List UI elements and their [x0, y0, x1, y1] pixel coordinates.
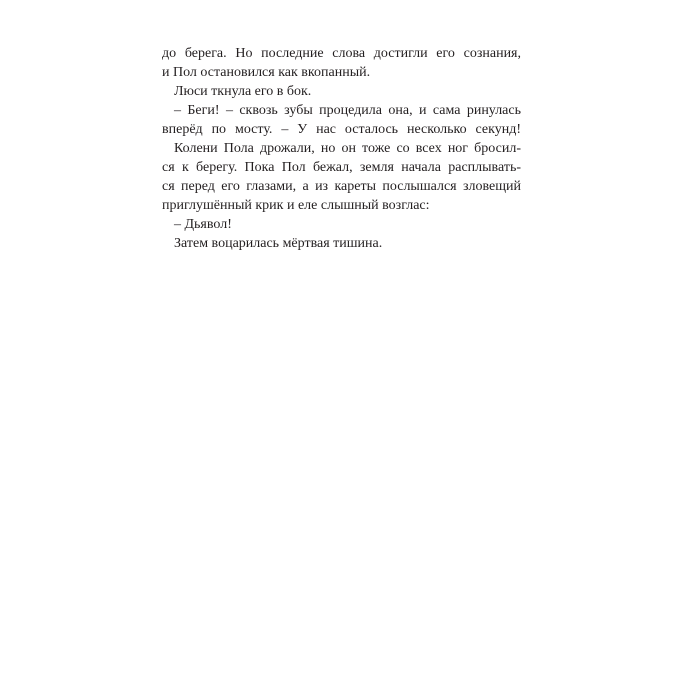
text-line-7: ся к берегу. Пока Пол бежал, земля начала расплывать-	[162, 160, 521, 175]
text-line-8: ся перед его глазами, а из кареты послышался зловещий	[162, 179, 521, 194]
text-line-4: – Беги! – сквозь зубы процедила она, и сама ринулась	[174, 103, 521, 118]
text-line-11: Затем воцарилась мёртвая тишина.	[174, 236, 383, 251]
text-line-5: вперёд по мосту. – У нас осталось несколько секунд!	[162, 122, 521, 137]
text-line-3: Люси ткнула его в бок.	[174, 84, 312, 99]
text-line-2: и Пол остановился как вкопанный.	[162, 65, 371, 80]
text-line-6: Колени Пола дрожали, но он тоже со всех ног бросил-	[174, 141, 521, 156]
page-text	[162, 44, 521, 253]
text-line-9: приглушённый крик и еле слышный возглас:	[162, 198, 430, 213]
text-line-1: до берега. Но последние слова достигли его сознания,	[162, 46, 521, 61]
text-line-10: – Дьявол!	[174, 217, 232, 232]
